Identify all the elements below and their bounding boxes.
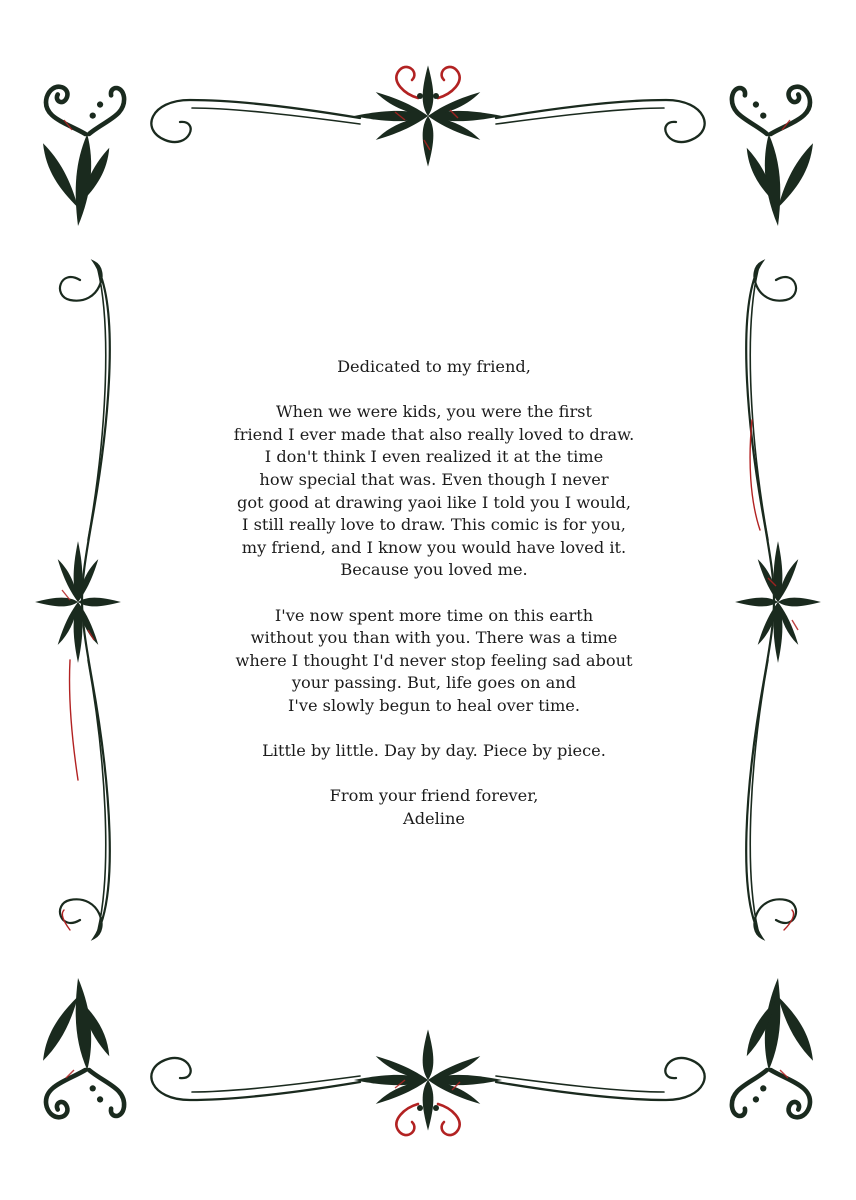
right-vine-accent [750, 420, 794, 930]
top-dot-left [417, 93, 423, 99]
dedication-letter [200, 356, 668, 830]
right-leaf-cluster [735, 541, 821, 663]
bottom-dot-right [433, 1105, 439, 1111]
paragraph-2-line: where I thought I'd never stop feeling sad about [235, 650, 633, 670]
paragraph-gap [200, 763, 668, 786]
paragraph-1-line: how special that was. Even though I never [259, 469, 609, 489]
top-dot-right [433, 93, 439, 99]
paragraph-2-line: I've slowly begun to heal over time. [287, 695, 581, 715]
top-swirl-left [151, 100, 360, 142]
corner-flourish-top-left [43, 87, 124, 226]
bottom-swirl-left [151, 1058, 360, 1100]
top-swirl-right [496, 100, 705, 142]
paragraph-gap [200, 379, 668, 402]
paragraph-1-line: I still really love to draw. This comic is for you, [242, 515, 626, 535]
paragraph-1-line: friend I ever made that also really loved to draw. [233, 424, 635, 444]
paragraph-1-line: When we were kids, you were the first [275, 402, 592, 422]
paragraph-1-line: Because you loved me. [340, 560, 528, 580]
paragraph-1-line: I don't think I even realized it at the time [264, 447, 604, 467]
closing: From your friend forever, [329, 786, 539, 806]
left-vine-accent [62, 660, 78, 930]
paragraph-2-line: I've now spent more time on this earth [274, 605, 594, 625]
corner-flourish-bottom-right [732, 978, 813, 1117]
paragraph-2-line: without you than with you. There was a time [250, 628, 618, 648]
paragraph-1-line: got good at drawing yaoi like I told you I would, [236, 492, 632, 512]
bottom-leaf-cluster [354, 1029, 502, 1130]
salutation: Dedicated to my friend, [337, 357, 531, 376]
paragraph-gap [200, 718, 668, 741]
corner-flourish-bottom-left [43, 978, 124, 1117]
top-leaf-cluster [354, 65, 502, 166]
paragraph-2-line: your passing. But, life goes on and [291, 673, 577, 693]
paragraph-gap [200, 582, 668, 605]
left-leaf-cluster [35, 541, 121, 663]
corner-flourish-top-right [732, 87, 813, 226]
bottom-swirl-right [496, 1058, 705, 1100]
paragraph-3: Little by little. Day by day. Piece by piece. [262, 741, 606, 761]
bottom-dot-left [417, 1105, 423, 1111]
paragraph-1-line: my friend, and I know you would have loved it. [241, 537, 627, 557]
signature: Adeline [403, 808, 465, 828]
